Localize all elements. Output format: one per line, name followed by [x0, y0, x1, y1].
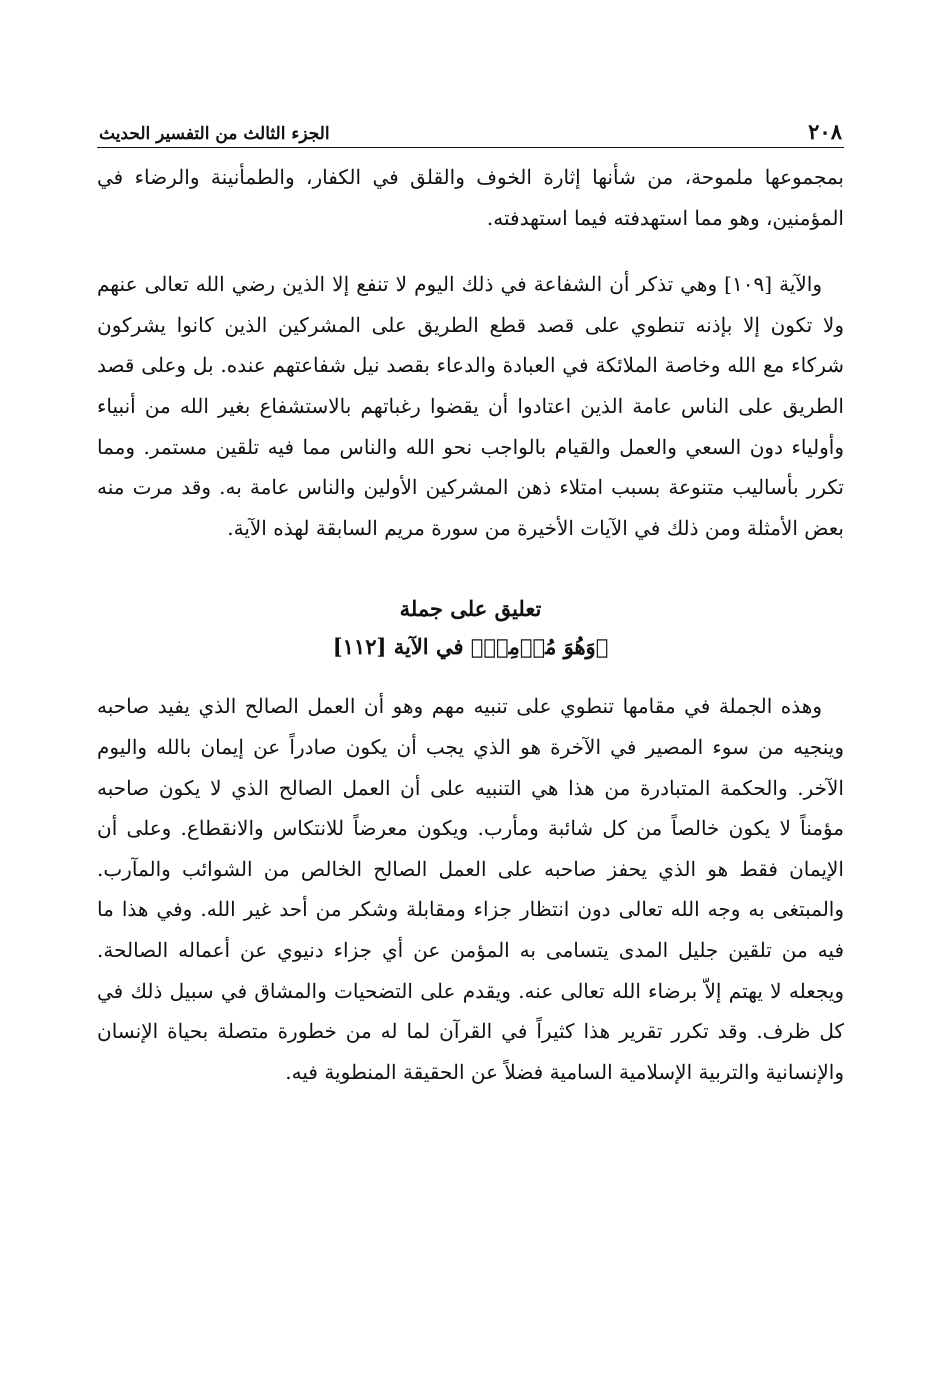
running-title: الجزء الثالث من التفسير الحديث — [99, 124, 330, 144]
section-heading-line-1: تعليق على جملة — [399, 596, 542, 622]
page-number: ٢٠٨ — [808, 119, 842, 144]
section-heading — [97, 590, 844, 666]
paragraph-2: والآية [١٠٩] وهي تذكر أن الشفاعة في ذلك اليوم لا تنفع إلا الذين رضي الله تعالى عنهم ولا تكون إلا بإذنه تنطوي على قصد قطع الطريق على المشركين الذين كانوا يشركون شركاء مع الله وخاصة الملائكة في العبادة والدعاء بقصد نيل شفاعتهم عنده. بل وعلى قصد الطريق على الناس عامة الذين اعتادوا أن يقضوا رغباتهم بالاستشفاع بغير الله من أنبياء وأولياء دون السعي والعمل والقيام بالواجب نحو الله والناس مما فيه تلقين مستمر. ومما تكرر بأساليب متنوعة بسبب امتلاء ذهن المشركين الأولين والناس عامة به. وقد مرت منه بعض الأمثلة ومن ذلك في الآيات الأخيرة من سورة مريم السابقة لهذه الآية. — [97, 272, 844, 540]
section-heading-line-2: ﴿وَهُوَ مُؤۡمِنٞ﴾ في الآية [١١٢] — [332, 634, 609, 660]
paragraph-3: وهذه الجملة في مقامها تنطوي على تنبيه مهم وهو أن العمل الصالح الذي يفيد صاحبه وينجيه من سوء المصير في الآخرة هو الذي يجب أن يكون صادراً عن إيمان بالله واليوم الآخر. والحكمة المتبادرة من هذا هي التنبيه على أن العمل الصالح الذي لا يكون صاحبه مؤمناً لا يكون خالصاً من كل شائبة ومأرب. ويكون معرضاً للانتكاس والانقطاع. وعلى أن الإيمان فقط هو الذي يحفز صاحبه على العمل الصالح الخالص من الشوائب والمآرب. والمبتغى به وجه الله تعالى دون انتظار جزاء ومقابلة وشكر من أحد غير الله. وفي هذا ما فيه من تلقين جليل المدى يتسامى به المؤمن عن أي جزاء دنيوي عن أعماله الصالحة. ويجعله لا يهتم إلاّ برضاء الله تعالى عنه. ويقدم على التضحيات والمشاق في سبيل ذلك في كل ظرف. وقد تكرر تقرير هذا كثيراً في القرآن لما له من خطورة متصلة بحياة الإنسان والإنسانية والتربية الإسلامية السامية فضلاً عن الحقيقة المنطوية فيه. — [97, 694, 845, 1084]
paragraph-1: بمجموعها ملموحة، من شأنها إثارة الخوف والقلق في الكفار، والطمأنينة والرضاء في المؤمنين، وهو مما استهدفته فيما استهدفته. — [97, 165, 844, 230]
page-body — [97, 110, 844, 1092]
page-header — [97, 110, 844, 148]
